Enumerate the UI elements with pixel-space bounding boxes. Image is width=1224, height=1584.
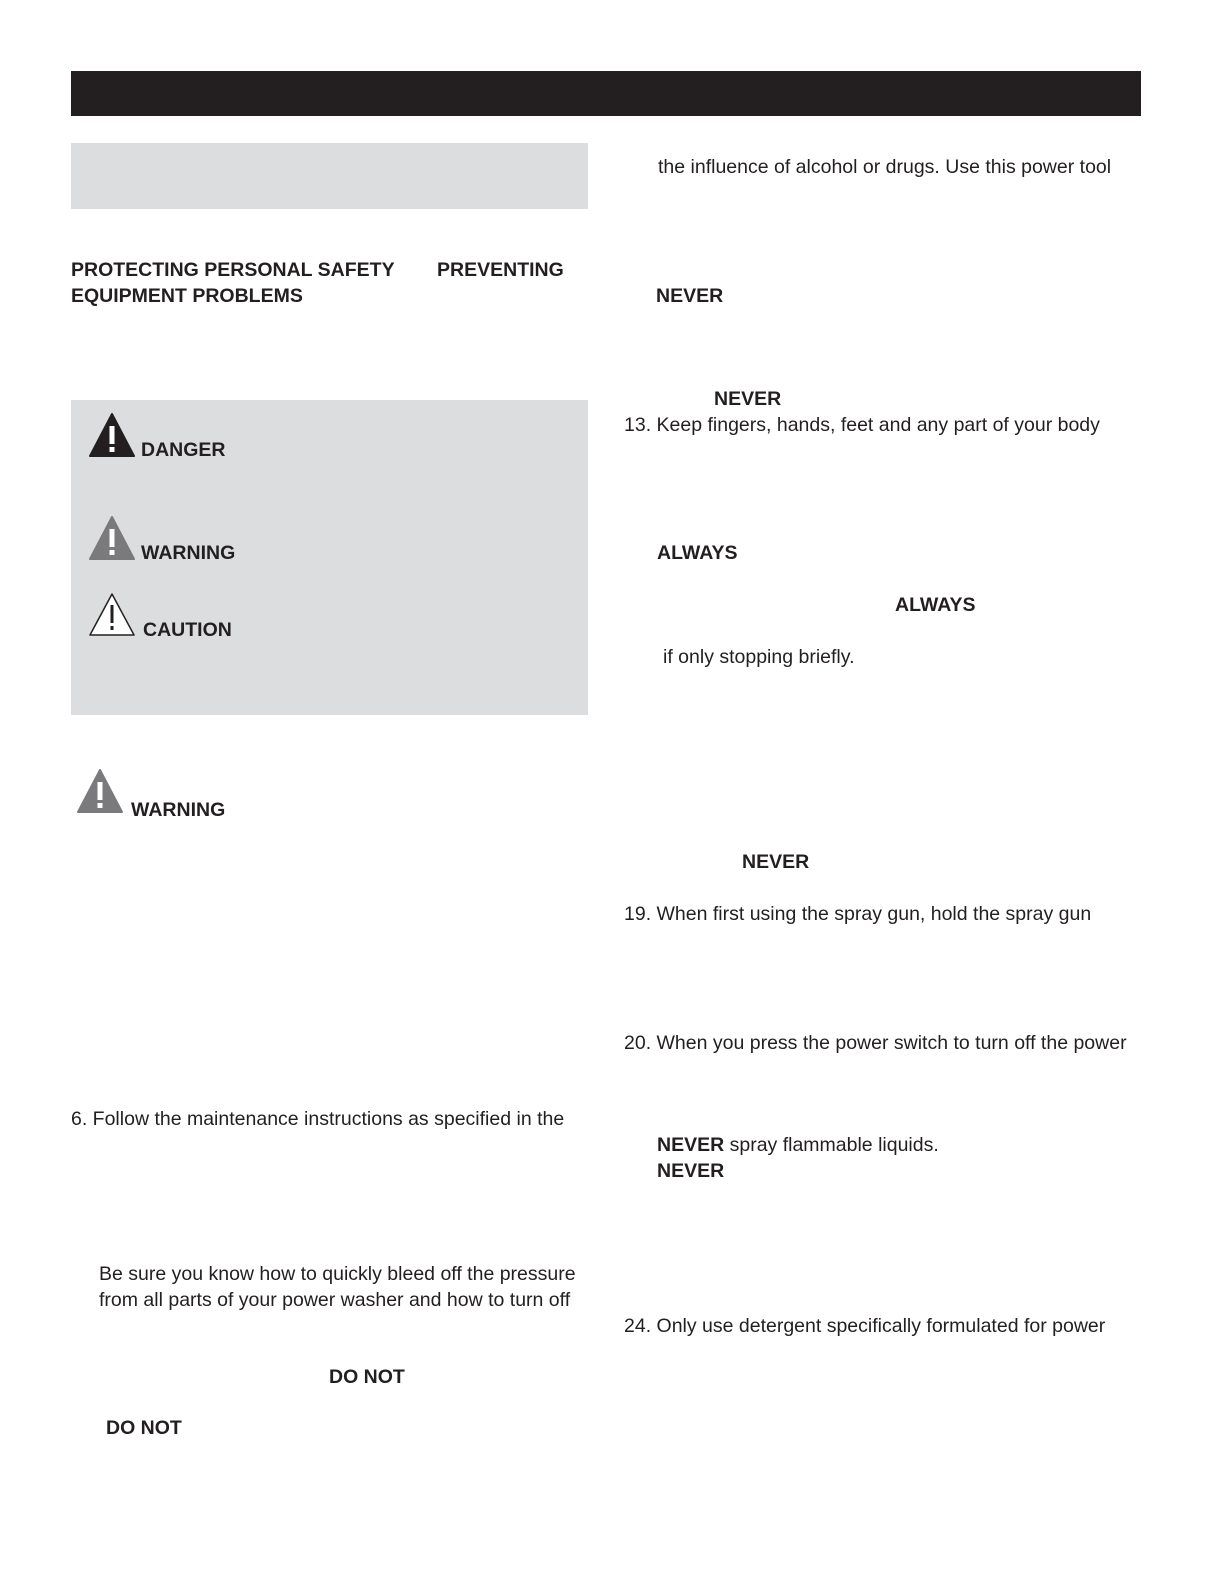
- stopping-briefly-line: if only stopping briefly.: [663, 646, 855, 668]
- never-spray-line: [657, 1136, 939, 1156]
- danger-triangle-icon: [88, 412, 136, 458]
- warning-section-label: WARNING: [131, 799, 226, 821]
- never-spray-rest: spray flammable liquids.: [724, 1134, 939, 1156]
- always-emphasis: ALWAYS: [657, 542, 738, 564]
- influence-line: the influence of alcohol or drugs. Use this power tool: [658, 156, 1112, 178]
- section-header-bar: [71, 71, 1141, 116]
- caution-label: CAUTION: [143, 619, 232, 641]
- never-emphasis: NEVER: [657, 1134, 725, 1156]
- bleed-pressure-line-1: Be sure you know how to quickly bleed off the pressure: [99, 1263, 576, 1285]
- item-20-text: 20. When you press the power switch to turn off the power: [624, 1032, 1127, 1054]
- never-emphasis: NEVER: [742, 851, 810, 873]
- never-emphasis: NEVER: [714, 388, 782, 410]
- never-emphasis: NEVER: [657, 1160, 725, 1182]
- caution-triangle-icon: [88, 591, 136, 637]
- do-not-emphasis: DO NOT: [329, 1366, 405, 1388]
- item-13-text: 13. Keep fingers, hands, feet and any part of your body: [624, 414, 1100, 436]
- intro-shaded-box: [71, 143, 588, 209]
- never-emphasis: NEVER: [656, 285, 724, 307]
- danger-label: DANGER: [141, 439, 226, 461]
- warning-triangle-icon: [76, 768, 124, 814]
- item-24-text: 24. Only use detergent specifically formulated for power: [624, 1315, 1106, 1337]
- item-19-text: 19. When first using the spray gun, hold the spray gun: [624, 903, 1092, 925]
- do-not-emphasis: DO NOT: [106, 1417, 182, 1439]
- item-6-text: 6. Follow the maintenance instructions as specified in the: [71, 1108, 565, 1130]
- heading-preventing: PREVENTING: [437, 259, 564, 281]
- heading-personal-safety: PROTECTING PERSONAL SAFETY: [71, 259, 395, 281]
- warning-triangle-icon: [88, 515, 136, 561]
- heading-equipment-problems: EQUIPMENT PROBLEMS: [71, 285, 303, 307]
- warning-legend-label: WARNING: [141, 542, 236, 564]
- bleed-pressure-line-2: from all parts of your power washer and how to turn off: [99, 1289, 571, 1311]
- always-emphasis: ALWAYS: [895, 594, 976, 616]
